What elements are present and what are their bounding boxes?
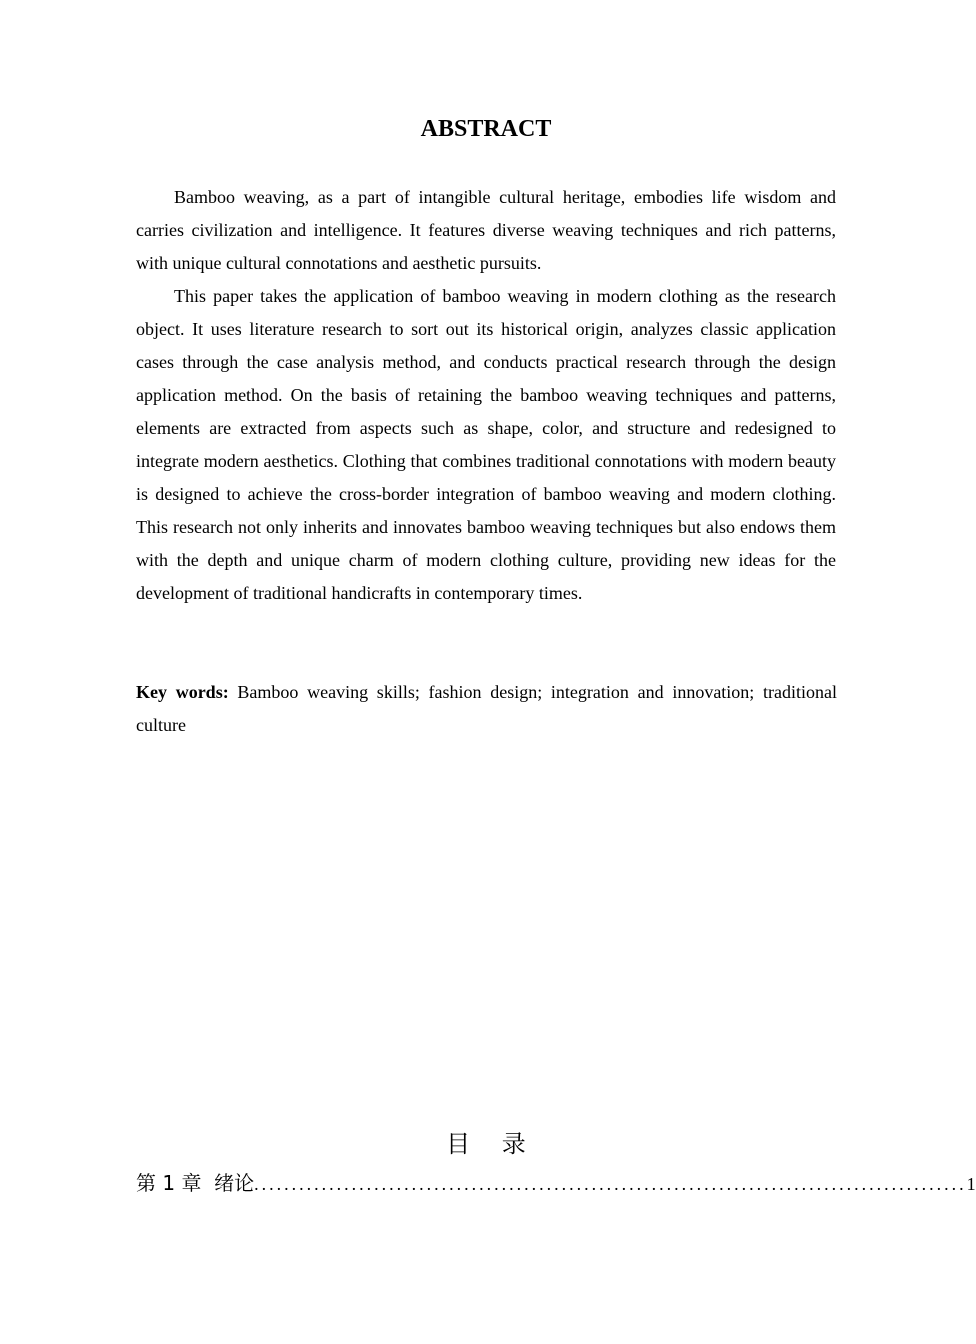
abstract-paragraph-1: Bamboo weaving, as a part of intangible cultural heritage, embodies life wisdom and carries civilization and intelligence. It features diverse weaving techniques and rich patterns, with unique cultural connotations and aesthetic pursuits. (136, 187, 836, 273)
keywords-label: Key words: (136, 682, 229, 702)
toc-entry-page-number: 1 (966, 1174, 976, 1194)
keywords-text: Bamboo weaving skills; fashion design; integration and innovation; traditional culture (136, 682, 837, 735)
abstract-paragraph-2: This paper takes the application of bamboo weaving in modern clothing as the research object. It uses literature research to sort out its historical origin, analyzes classic application cases through the case analysis method, and conducts practical research through the design application method. On the basis of retaining the bamboo weaving techniques and patterns, elements are extracted from aspects such as shape, color, and structure and redesigned to integrate modern aesthetics. Clothing that combines traditional connotations with modern beauty is designed to achieve the cross-border integration of bamboo weaving and modern clothing. This research not only inherits and innovates bamboo weaving techniques but also endows them with the depth and unique charm of modern clothing culture, providing new ideas for the development of traditional handicrafts in contemporary times. (136, 286, 836, 603)
toc-entry-chapter-1[interactable] (136, 1168, 976, 1198)
toc-entry-leader-dots: ............................................................................................... (254, 1174, 967, 1194)
keywords (136, 676, 837, 742)
abstract-body (136, 181, 836, 610)
abstract-title: ABSTRACT (420, 116, 552, 142)
toc-entry-label: 第 1 章 绪论 (136, 1171, 255, 1195)
toc-title: 目 录 (446, 1130, 538, 1158)
